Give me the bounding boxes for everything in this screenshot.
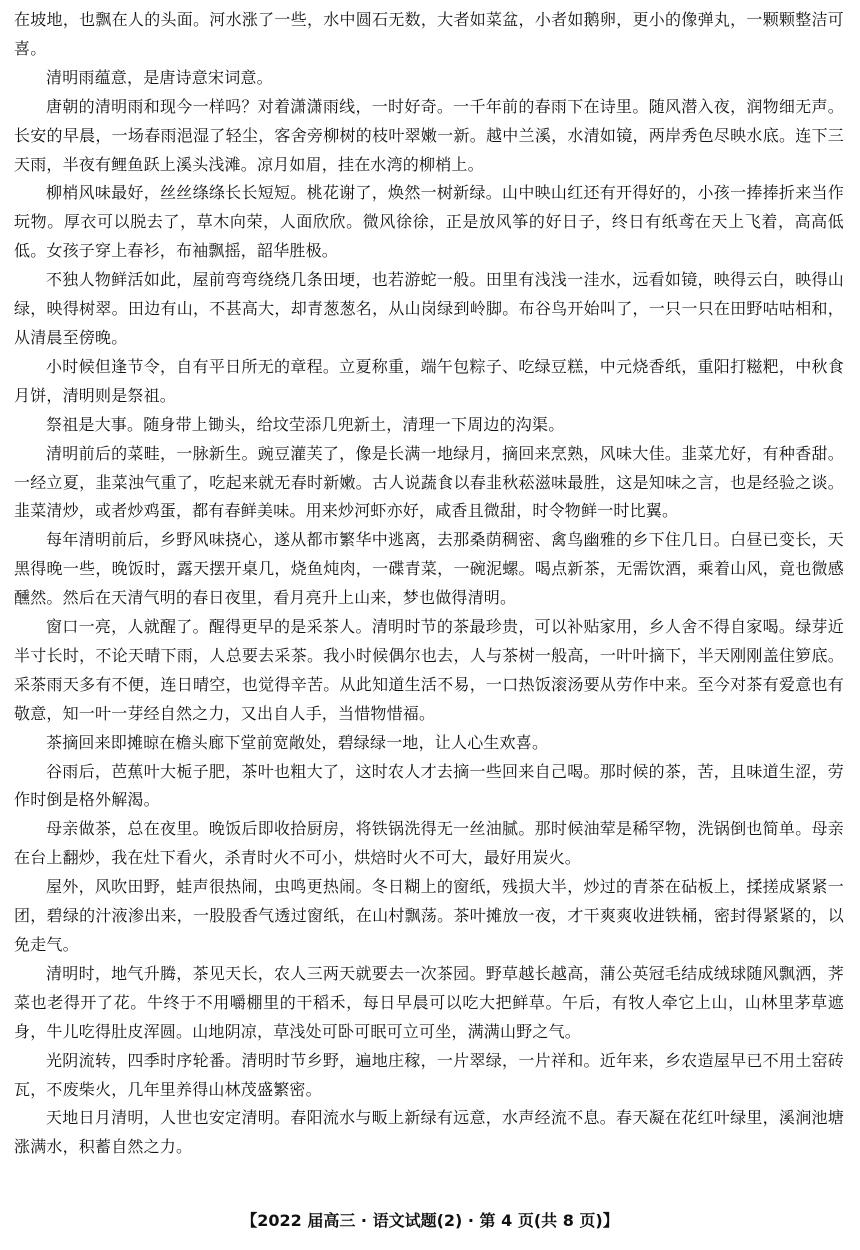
paragraph: 光阴流转，四季时序轮番。清明时节乡野，遍地庄稼，一片翠绿，一片祥和。近年来，乡农造屋早已不用土窑砖瓦，不废柴火，几年里养得山林茂盛繁密。 (14, 1050, 844, 1099)
paragraph: 天地日月清明，人世也安定清明。春阳流水与畈上新绿有远意，水声经流不息。春天凝在花红叶绿里，溪涧池塘涨满水，积蓄自然之力。 (14, 1108, 844, 1157)
paragraph: 每年清明前后，乡野风味挠心，遂从都市繁华中逃离，去那桑荫稠密、禽鸟幽雅的乡下住几日。白昼已变长，天黑得晚一些，晚饭时，露天摆开桌几，烧鱼炖肉，一碟青菜，一碗泥螺。喝点新茶，无需饮酒，乘着山风，竟也微感醺然。然后在天清气明的春日夜里，看月亮升上山来，梦也做得清明。 (14, 530, 844, 608)
paragraph-continuation: 在坡地，也飘在人的头面。河水涨了一些，水中圆石无数，大者如菜盆，小者如鹅卵，更小的像弹丸，一颗颗整洁可喜。 (14, 10, 844, 58)
paragraph: 母亲做茶，总在夜里。晚饭后即收拾厨房，将铁锅洗得无一丝油腻。那时候油荤是稀罕物，洗锅倒也简单。母亲在台上翻炒，我在灶下看火，杀青时火不可小，烘焙时火不可大，最好用炭火。 (14, 819, 844, 868)
paragraph: 清明雨蕴意，是唐诗意宋词意。 (46, 67, 273, 87)
paragraph: 不独人物鲜活如此，屋前弯弯绕绕几条田埂，也若游蛇一般。田里有浅浅一洼水，远看如镜，映得云白，映得山绿，映得树翠。田边有山，不甚高大，却青葱葱名，从山岗绿到岭脚。布谷鸟开始叫了，一只一只在田野咕咕相和，从清晨至傍晚。 (14, 270, 844, 347)
paragraph: 清明时，地气升腾，茶见天长，农人三两天就要去一次茶园。野草越长越高，蒲公英冠毛结成绒球随风飘洒，荠菜也老得开了花。牛终于不用嚼棚里的干稻禾，每日早晨可以吃大把鲜草。午后，有牧人牵它上山，山林里茅草遮身，牛儿吃得肚皮浑圆。山地阴凉，草浅处可卧可眠可立可坐，满满山野之气。 (14, 963, 844, 1041)
essay-body (14, 6, 844, 1162)
paragraph: 窗口一亮，人就醒了。醒得更早的是采茶人。清明时节的茶最珍贵，可以补贴家用，乡人舍不得自家喝。绿芽近半寸长时，不论天晴下雨，人总要去采茶。我小时候偶尔也去，人与茶树一般高，一叶叶摘下，半天刚刚盖住箩底。采茶雨天多有不便，连日晴空，也觉得辛苦。从此知道生活不易，一口热饭滚汤要从劳作中来。至今对茶有爱意也有敬意，知一叶一芽经自然之力，又出自人手，当惜物惜福。 (14, 617, 844, 723)
paragraph: 唐朝的清明雨和现今一样吗？对着潇潇雨线，一时好奇。一千年前的春雨下在诗里。随风潜入夜，润物细无声。长安的早晨，一场春雨浥湿了轻尘，客舍旁柳树的枝叶翠嫩一新。越中兰溪，水清如镜，两岸秀色尽映水底。连下三天雨，半夜有鲤鱼跃上溪头浅滩。凉月如眉，挂在水湾的柳梢上。 (14, 96, 844, 174)
paragraph: 清明前后的菜畦，一脉新生。豌豆灌芙了，像是长满一地绿月，摘回来烹熟，风味大佳。韭菜尤好，有种香甜。一经立夏，韭菜浊气重了，吃起来就无春时新嫩。古人说蔬食以春韭秋菘滋味最胜，这是知味之言，也是经验之谈。韭菜清炒，或者炒鸡蛋，都有春鲜美味。用来炒河虾亦好，咸香且微甜，时令物鲜一时比翼。 (14, 443, 844, 521)
paragraph: 茶摘回来即摊晾在檐头廊下堂前宽敞处，碧绿绿一地，让人心生欢喜。 (46, 732, 549, 752)
page-footer: 【2022 届高三 · 语文试题(2) · 第 4 页(共 8 页)】 (241, 1211, 619, 1230)
paragraph: 柳梢风味最好，丝丝绦绦长长短短。桃花谢了，焕然一树新绿。山中映山红还有开得好的，小孩一捧捧折来当作玩物。厚衣可以脱去了，草木向荣，人面欣欣。微风徐徐，正是放风筝的好日子，终日有纸鸢在天上飞着，高高低低。女孩子穿上春衫，布袖飘摇，韶华胜极。 (14, 183, 844, 261)
paragraph: 屋外，风吹田野，蛙声很热闹，虫鸣更热闹。冬日糊上的窗纸，残损大半，炒过的青茶在砧板上，揉搓成紧紧一团，碧绿的汁液渗出来，一股股香气透过窗纸，在山村飘荡。茶叶摊放一夜，才干爽爽收进铁桶，密封得紧紧的，以免走气。 (14, 877, 844, 954)
paragraph: 小时候但逢节令，自有平日所无的章程。立夏称重，端午包粽子、吃绿豆糕，中元烧香纸，重阳打糍粑，中秋食月饼，清明则是祭祖。 (14, 356, 844, 405)
paragraph: 谷雨后，芭蕉叶大栀子肥，茶叶也粗大了，这时农人才去摘一些回来自己喝。那时候的茶，苦，且味道生涩，劳作时倒是格外解渴。 (14, 761, 844, 810)
paragraph: 祭祖是大事。随身带上锄头，给坟茔添几兜新土，清理一下周边的沟渠。 (46, 414, 565, 434)
